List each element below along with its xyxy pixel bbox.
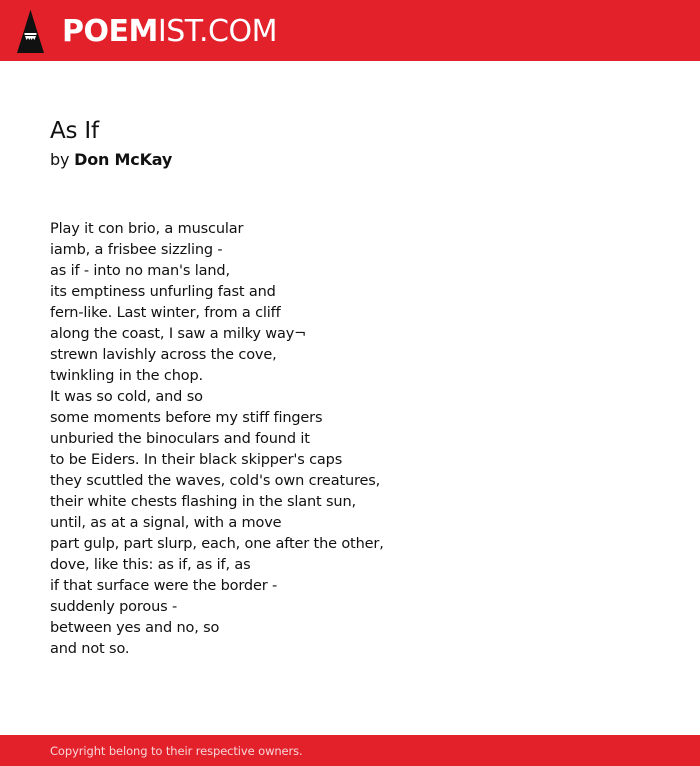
poem-line: as if - into no man's land, [50, 263, 230, 279]
poem-line: their white chests flashing in the slant sun, [50, 494, 356, 510]
site-logo-link[interactable] [17, 8, 277, 54]
poem-line: if that surface were the border - [50, 578, 278, 594]
poem-line: fern-like. Last winter, from a cliff [50, 305, 281, 321]
poem-line: unburied the binoculars and found it [50, 431, 310, 447]
poem-line: suddenly porous - [50, 599, 178, 615]
poem-line: some moments before my stiff fingers [50, 410, 323, 426]
poem-body [50, 219, 650, 660]
site-header [0, 0, 700, 61]
poem-line: they scuttled the waves, cold's own creatures, [50, 473, 381, 489]
site-footer [0, 735, 700, 766]
poem-line: its emptiness unfurling fast and [50, 284, 276, 300]
poem-line: until, as at a signal, with a move [50, 515, 282, 531]
poem-line: between yes and no, so [50, 620, 220, 636]
pencil-icon [17, 9, 44, 53]
site-logo-text [62, 14, 277, 49]
poem-line: Play it con brio, a muscular [50, 221, 244, 237]
poem-byline [50, 149, 650, 171]
poem-line: It was so cold, and so [50, 389, 203, 405]
poem-line: to be Eiders. In their black skipper's caps [50, 452, 343, 468]
poem-line: part gulp, part slurp, each, one after the other, [50, 536, 384, 552]
logo-light-text: IST.COM [157, 14, 277, 49]
poem-line: and not so. [50, 641, 130, 657]
poem-header [50, 114, 650, 171]
poem-title: As If [50, 118, 99, 144]
byline-prefix: by [50, 150, 70, 169]
logo-bold-text: POEM [62, 14, 158, 49]
poem-line: along the coast, I saw a milky way¬ [50, 326, 307, 342]
poem-line: twinkling in the chop. [50, 368, 203, 384]
copyright-text: Copyright belong to their respective owners. [50, 744, 303, 758]
poem-author: Don McKay [74, 150, 173, 169]
poem-line: dove, like this: as if, as if, as [50, 557, 251, 573]
poem-line: iamb, a frisbee sizzling - [50, 242, 223, 258]
poem-line: strewn lavishly across the cove, [50, 347, 277, 363]
